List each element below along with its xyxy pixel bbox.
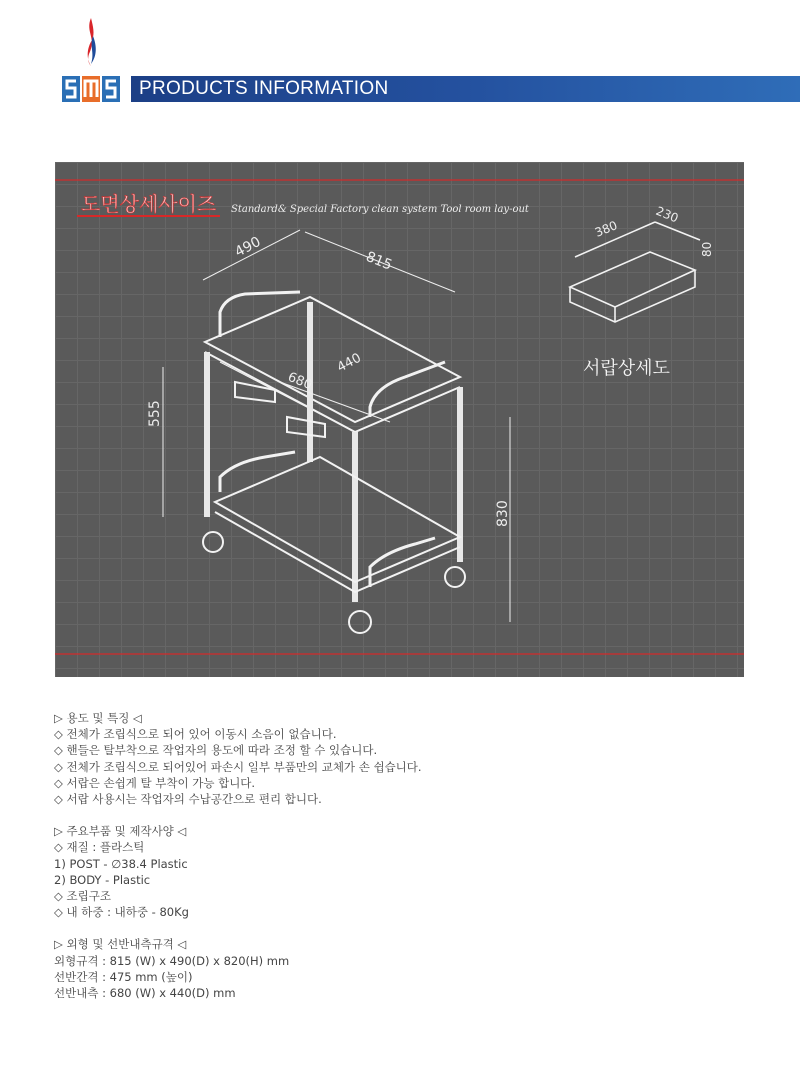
product-spec-text xyxy=(54,710,754,1017)
list-item: ◇ 내 하중 : 내하중 - 80Kg xyxy=(54,905,189,920)
list-item: ◇ 전체가 조립식으로 되어있어 파손시 일부 부품만의 교체가 손 쉽습니다. xyxy=(54,759,422,774)
drawer-drawing xyxy=(570,222,700,322)
list-item: 선반내측 : 680 (W) x 440(D) mm xyxy=(54,986,236,1001)
page-title: PRODUCTS INFORMATION xyxy=(139,78,389,99)
list-item: 1) POST - ∅38.4 Plastic xyxy=(54,856,188,871)
dim-shelf-d: 680 xyxy=(285,369,315,394)
drawing-subtitle: Standard& Special Factory clean system Tool room lay-out xyxy=(231,204,529,215)
section-heading: ▷ 용도 및 특징 ◁ xyxy=(54,711,142,725)
title-banner xyxy=(131,76,800,102)
dim-width: 815 xyxy=(363,248,395,274)
list-item: ◇ 핸들은 탈부착으로 작업자의 용도에 따라 조정 할 수 있습니다. xyxy=(54,743,378,758)
section-parts xyxy=(54,823,754,920)
list-item: 외형규격 : 815 (W) x 490(D) x 820(H) mm xyxy=(54,953,290,968)
section-features xyxy=(54,710,754,807)
list-item: ◇ 전체가 조립식으로 되어 있어 이동시 소음이 없습니다. xyxy=(54,727,337,742)
drawer-label: 서랍상세도 xyxy=(583,358,670,379)
drawing-title: 도면상세사이즈 xyxy=(81,192,217,216)
dim-height-total: 830 xyxy=(495,500,511,527)
dim-shelf-w: 440 xyxy=(334,350,364,376)
dim-drawer-h: 80 xyxy=(700,241,714,257)
section-heading: ▷ 주요부품 및 제작사양 ◁ xyxy=(54,824,187,839)
section-heading: ▷ 외형 및 선반내측규격 ◁ xyxy=(54,937,187,952)
dim-height-top: 555 xyxy=(147,400,163,427)
page-header xyxy=(0,0,800,110)
cart-drawing xyxy=(203,292,465,633)
drawing-canvas xyxy=(55,162,744,677)
dim-drawer-w: 380 xyxy=(592,218,620,240)
list-item: ◇ 서랍 사용시는 작업자의 수납공간으로 편리 합니다. xyxy=(54,792,322,807)
flame-icon xyxy=(83,18,99,66)
list-item: ◇ 서랍은 손쉽게 탈 부착이 가능 합니다. xyxy=(54,775,256,790)
dim-drawer-d: 230 xyxy=(653,203,681,226)
list-item: 2) BODY - Plastic xyxy=(54,872,151,887)
company-logo xyxy=(62,76,122,102)
dim-depth: 490 xyxy=(232,233,264,261)
list-item: ◇ 재질 : 플라스틱 xyxy=(54,840,145,855)
list-item: ◇ 조립구조 xyxy=(54,889,111,904)
technical-drawing xyxy=(55,162,744,677)
section-dimensions xyxy=(54,936,754,1001)
list-item: 선반간격 : 475 mm (높이) xyxy=(54,969,193,984)
